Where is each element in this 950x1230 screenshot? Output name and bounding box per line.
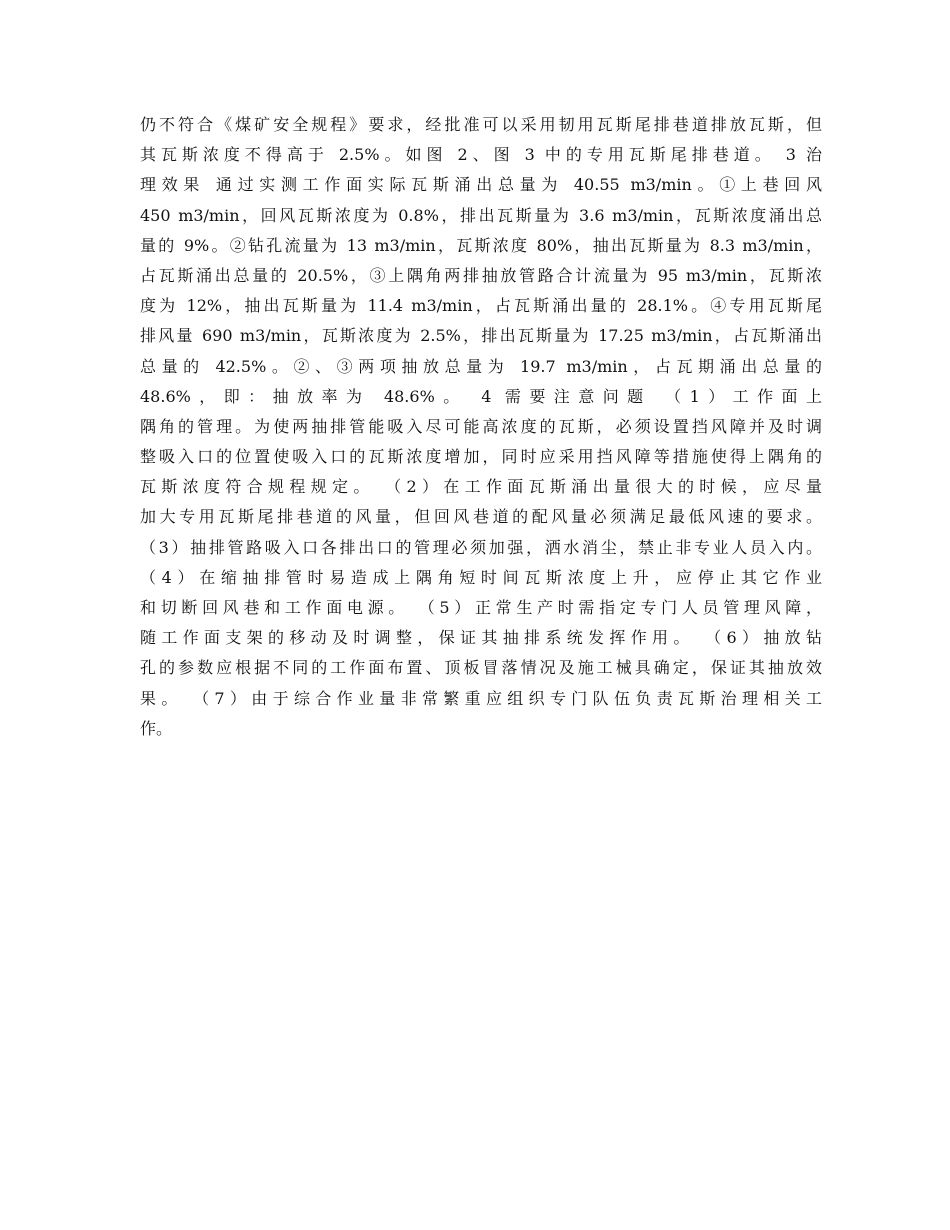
text-line: 度为 12%，抽出瓦斯量为 11.4 m3/min，占瓦斯涌出量的 28.1%。④专用瓦斯尾	[140, 296, 822, 316]
text-line: 理效果 通过实测工作面实际瓦斯涌出总量为 40.55 m3/min。①上巷回风	[140, 175, 822, 195]
text-line: 其瓦斯浓度不得高于 2.5%。如图 2、图 3 中的专用瓦斯尾排巷道。 3 治	[140, 145, 822, 165]
text-line: 450 m3/min，回风瓦斯浓度为 0.8%，排出瓦斯量为 3.6 m3/min，瓦斯浓度涌出总	[140, 205, 822, 225]
text-line: 量的 9%。②钻孔流量为 13 m3/min，瓦斯浓度 80%，抽出瓦斯量为 8.3 m3/min，	[140, 235, 822, 255]
text-line: 和切断回风巷和工作面电源。 （5）正常生产时需指定专门人员管理风障，	[140, 598, 822, 617]
text-line: （4）在缩抽排管时易造成上隅角短时间瓦斯浓度上升，应停止其它作业	[140, 567, 822, 587]
text-line: 48.6%，即：抽放率为 48.6%。 4 需要注意问题 （1）工作面上	[140, 386, 822, 406]
text-line: 加大专用瓦斯尾排巷道的风量，但回风巷道的配风量必须满足最低风速的要求。	[140, 507, 822, 527]
text-line: 孔的参数应根据不同的工作面布置、顶板冒落情况及施工械具确定，保证其抽放效	[140, 658, 822, 678]
document-body	[140, 110, 822, 744]
text-line: 随工作面支架的移动及时调整，保证其抽排系统发挥作用。 （6）抽放钻	[140, 628, 822, 648]
text-line: 总量的 42.5%。②、③两项抽放总量为 19.7 m3/min，占瓦期涌出总量的	[140, 356, 822, 376]
text-line: 作。	[140, 718, 173, 738]
text-line: 仍不符合《煤矿安全规程》要求，经批准可以采用韧用瓦斯尾排巷道排放瓦斯，但	[140, 115, 822, 134]
text-line: 占瓦斯涌出总量的 20.5%，③上隅角两排抽放管路合计流量为 95 m3/min，瓦斯浓	[140, 265, 822, 285]
text-line: 排风量 690 m3/min，瓦斯浓度为 2.5%，排出瓦斯量为 17.25 m3/min，占瓦斯涌出	[140, 326, 822, 346]
text-line: 整吸入口的位置使吸入口的瓦斯浓度增加，同时应采用挡风障等措施使得上隅角的	[140, 447, 822, 467]
text-line: 果。 （7）由于综合作业量非常繁重应组织专门队伍负责瓦斯治理相关工	[140, 688, 822, 708]
text-line: 瓦斯浓度符合规程规定。 （2）在工作面瓦斯涌出量很大的时候，应尽量	[140, 477, 822, 497]
text-line: 隅角的管理。为使两抽排管能吸入尽可能高浓度的瓦斯，必须设置挡风障并及时调	[140, 416, 822, 436]
text-line: （3）抽排管路吸入口各排出口的管理必须加强，洒水消尘，禁止非专业人员入内。	[140, 537, 822, 557]
